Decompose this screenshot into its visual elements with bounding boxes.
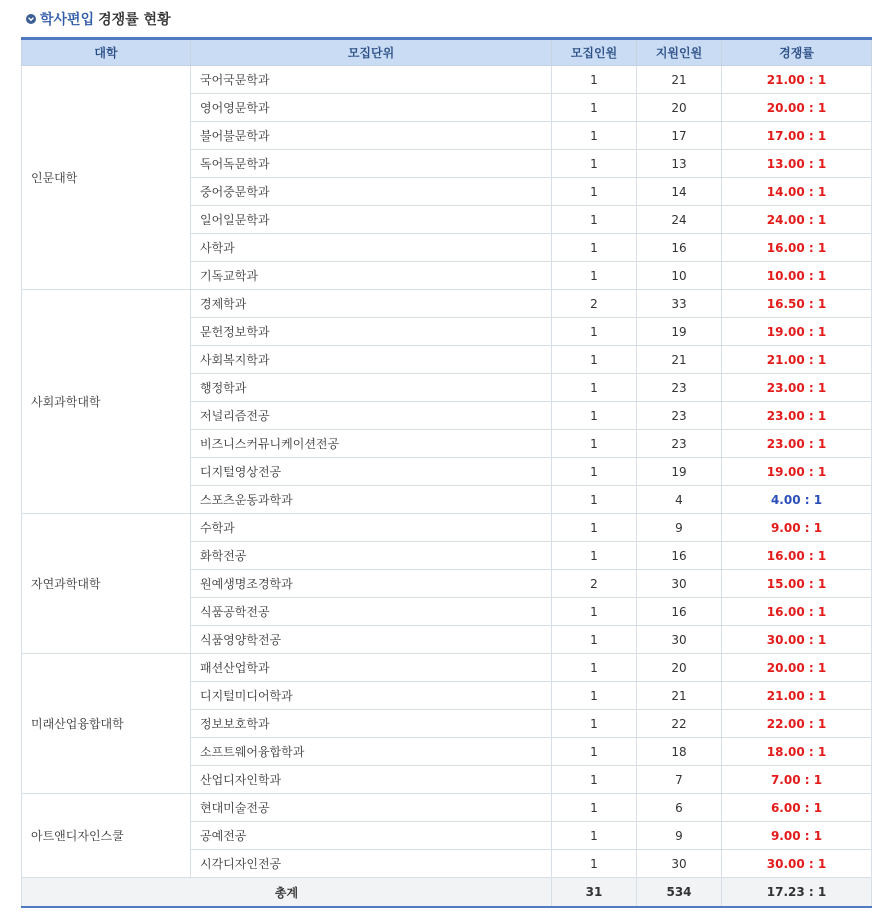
ratio-cell: 9.00 : 1 <box>722 514 872 542</box>
ratio-cell: 16.00 : 1 <box>722 542 872 570</box>
applicants-cell: 20 <box>637 654 722 682</box>
quota-cell: 1 <box>552 66 637 94</box>
applicants-cell: 23 <box>637 374 722 402</box>
unit-cell: 공예전공 <box>191 822 552 850</box>
applicants-cell: 9 <box>637 822 722 850</box>
quota-cell: 1 <box>552 374 637 402</box>
college-cell: 인문대학 <box>22 66 191 290</box>
table-row <box>22 654 872 682</box>
ratio-cell: 13.00 : 1 <box>722 150 872 178</box>
competition-table <box>21 37 872 908</box>
quota-cell: 1 <box>552 766 637 794</box>
ratio-cell: 21.00 : 1 <box>722 682 872 710</box>
quota-cell: 1 <box>552 486 637 514</box>
ratio-cell: 4.00 : 1 <box>722 486 872 514</box>
total-applicants: 534 <box>637 878 722 908</box>
ratio-cell: 30.00 : 1 <box>722 850 872 878</box>
ratio-cell: 21.00 : 1 <box>722 346 872 374</box>
applicants-cell: 17 <box>637 122 722 150</box>
unit-cell: 디지털미디어학과 <box>191 682 552 710</box>
unit-cell: 수학과 <box>191 514 552 542</box>
ratio-cell: 23.00 : 1 <box>722 374 872 402</box>
unit-cell: 사학과 <box>191 234 552 262</box>
unit-cell: 사회복지학과 <box>191 346 552 374</box>
unit-cell: 정보보호학과 <box>191 710 552 738</box>
unit-cell: 원예생명조경학과 <box>191 570 552 598</box>
table-row <box>22 66 872 94</box>
applicants-cell: 14 <box>637 178 722 206</box>
header-ratio: 경쟁률 <box>722 39 872 66</box>
table-header-row <box>22 39 872 66</box>
header-applicants: 지원인원 <box>637 39 722 66</box>
quota-cell: 1 <box>552 598 637 626</box>
section-title <box>26 9 171 29</box>
unit-cell: 영어영문학과 <box>191 94 552 122</box>
ratio-cell: 18.00 : 1 <box>722 738 872 766</box>
unit-cell: 디지털영상전공 <box>191 458 552 486</box>
ratio-cell: 17.00 : 1 <box>722 122 872 150</box>
applicants-cell: 24 <box>637 206 722 234</box>
unit-cell: 행정학과 <box>191 374 552 402</box>
table-row <box>22 794 872 822</box>
quota-cell: 1 <box>552 794 637 822</box>
ratio-cell: 10.00 : 1 <box>722 262 872 290</box>
quota-cell: 1 <box>552 738 637 766</box>
college-cell: 자연과학대학 <box>22 514 191 654</box>
ratio-cell: 9.00 : 1 <box>722 822 872 850</box>
table-row <box>22 290 872 318</box>
header-unit: 모집단위 <box>191 39 552 66</box>
applicants-cell: 7 <box>637 766 722 794</box>
applicants-cell: 33 <box>637 290 722 318</box>
applicants-cell: 13 <box>637 150 722 178</box>
ratio-cell: 23.00 : 1 <box>722 430 872 458</box>
ratio-cell: 15.00 : 1 <box>722 570 872 598</box>
chevron-down-icon <box>26 14 36 24</box>
applicants-cell: 21 <box>637 682 722 710</box>
unit-cell: 경제학과 <box>191 290 552 318</box>
quota-cell: 1 <box>552 626 637 654</box>
unit-cell: 비즈니스커뮤니케이션전공 <box>191 430 552 458</box>
applicants-cell: 19 <box>637 318 722 346</box>
quota-cell: 1 <box>552 458 637 486</box>
applicants-cell: 21 <box>637 66 722 94</box>
ratio-cell: 20.00 : 1 <box>722 654 872 682</box>
applicants-cell: 30 <box>637 626 722 654</box>
applicants-cell: 9 <box>637 514 722 542</box>
quota-cell: 1 <box>552 346 637 374</box>
applicants-cell: 30 <box>637 570 722 598</box>
unit-cell: 기독교학과 <box>191 262 552 290</box>
applicants-cell: 20 <box>637 94 722 122</box>
quota-cell: 1 <box>552 402 637 430</box>
unit-cell: 불어불문학과 <box>191 122 552 150</box>
quota-cell: 1 <box>552 682 637 710</box>
ratio-cell: 23.00 : 1 <box>722 402 872 430</box>
college-cell: 아트앤디자인스쿨 <box>22 794 191 878</box>
unit-cell: 현대미술전공 <box>191 794 552 822</box>
applicants-cell: 18 <box>637 738 722 766</box>
applicants-cell: 23 <box>637 402 722 430</box>
unit-cell: 저널리즘전공 <box>191 402 552 430</box>
table-body <box>22 66 872 908</box>
unit-cell: 산업디자인학과 <box>191 766 552 794</box>
total-quota: 31 <box>552 878 637 908</box>
quota-cell: 1 <box>552 514 637 542</box>
unit-cell: 스포츠운동과학과 <box>191 486 552 514</box>
total-ratio: 17.23 : 1 <box>722 878 872 908</box>
ratio-cell: 7.00 : 1 <box>722 766 872 794</box>
quota-cell: 1 <box>552 94 637 122</box>
ratio-cell: 24.00 : 1 <box>722 206 872 234</box>
unit-cell: 화학전공 <box>191 542 552 570</box>
unit-cell: 독어독문학과 <box>191 150 552 178</box>
applicants-cell: 6 <box>637 794 722 822</box>
quota-cell: 1 <box>552 850 637 878</box>
applicants-cell: 22 <box>637 710 722 738</box>
ratio-cell: 16.50 : 1 <box>722 290 872 318</box>
quota-cell: 1 <box>552 150 637 178</box>
applicants-cell: 16 <box>637 542 722 570</box>
quota-cell: 1 <box>552 318 637 346</box>
header-quota: 모집인원 <box>552 39 637 66</box>
total-label: 총계 <box>22 878 552 908</box>
total-row <box>22 878 872 908</box>
unit-cell: 패션산업학과 <box>191 654 552 682</box>
unit-cell: 일어일문학과 <box>191 206 552 234</box>
quota-cell: 1 <box>552 234 637 262</box>
ratio-cell: 30.00 : 1 <box>722 626 872 654</box>
quota-cell: 1 <box>552 710 637 738</box>
ratio-cell: 16.00 : 1 <box>722 234 872 262</box>
unit-cell: 시각디자인전공 <box>191 850 552 878</box>
quota-cell: 1 <box>552 206 637 234</box>
quota-cell: 1 <box>552 178 637 206</box>
ratio-cell: 14.00 : 1 <box>722 178 872 206</box>
ratio-cell: 21.00 : 1 <box>722 66 872 94</box>
applicants-cell: 4 <box>637 486 722 514</box>
applicants-cell: 23 <box>637 430 722 458</box>
quota-cell: 1 <box>552 262 637 290</box>
ratio-cell: 19.00 : 1 <box>722 318 872 346</box>
unit-cell: 중어중문학과 <box>191 178 552 206</box>
title-suffix: 경쟁률 현황 <box>98 12 171 28</box>
unit-cell: 식품영양학전공 <box>191 626 552 654</box>
ratio-cell: 6.00 : 1 <box>722 794 872 822</box>
applicants-cell: 16 <box>637 598 722 626</box>
applicants-cell: 16 <box>637 234 722 262</box>
unit-cell: 식품공학전공 <box>191 598 552 626</box>
unit-cell: 문헌정보학과 <box>191 318 552 346</box>
ratio-cell: 22.00 : 1 <box>722 710 872 738</box>
quota-cell: 2 <box>552 570 637 598</box>
applicants-cell: 30 <box>637 850 722 878</box>
header-college: 대학 <box>22 39 191 66</box>
ratio-cell: 20.00 : 1 <box>722 94 872 122</box>
quota-cell: 1 <box>552 654 637 682</box>
college-cell: 사회과학대학 <box>22 290 191 514</box>
unit-cell: 국어국문학과 <box>191 66 552 94</box>
unit-cell: 소프트웨어융합학과 <box>191 738 552 766</box>
applicants-cell: 21 <box>637 346 722 374</box>
quota-cell: 1 <box>552 822 637 850</box>
applicants-cell: 19 <box>637 458 722 486</box>
applicants-cell: 10 <box>637 262 722 290</box>
quota-cell: 1 <box>552 122 637 150</box>
college-cell: 미래산업융합대학 <box>22 654 191 794</box>
title-prefix: 학사편입 <box>40 12 95 28</box>
quota-cell: 2 <box>552 290 637 318</box>
quota-cell: 1 <box>552 542 637 570</box>
ratio-cell: 16.00 : 1 <box>722 598 872 626</box>
ratio-cell: 19.00 : 1 <box>722 458 872 486</box>
quota-cell: 1 <box>552 430 637 458</box>
table-row <box>22 514 872 542</box>
